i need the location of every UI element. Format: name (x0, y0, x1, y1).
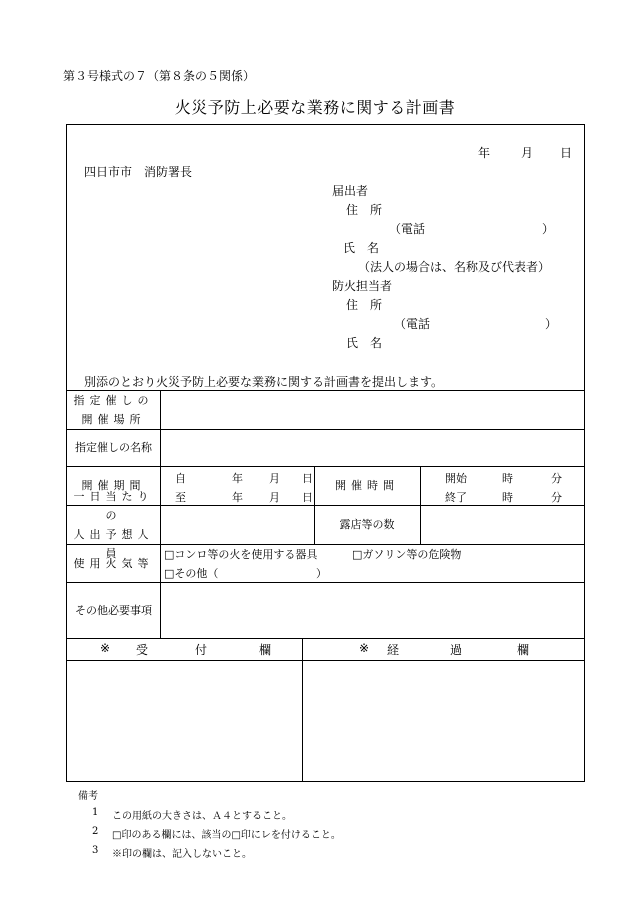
event-name-label (67, 429, 160, 466)
applicant-name-note: （法人の場合は、名称及び代表者） (358, 260, 551, 274)
start-label: 開始 (445, 472, 467, 485)
start-hour: 時 (502, 472, 513, 485)
progress-char3: 欄 (517, 643, 530, 657)
reception-char3: 欄 (259, 643, 272, 657)
fire-manager-address: 住 所 (346, 298, 383, 312)
fire-manager-phone-close: ） (545, 317, 558, 331)
start-minute: 分 (551, 472, 562, 485)
visitors-label (67, 489, 160, 560)
date-month: 月 (521, 146, 534, 160)
period-from-day: 日 (302, 472, 313, 485)
applicant-name: 氏 名 (343, 241, 380, 255)
visitors-label-line1: 一日当たりの (73, 489, 154, 522)
fire-use-label (67, 544, 160, 582)
note-2-text: □印のある欄には、該当の□印にレを付けること。 (112, 830, 341, 841)
progress-mark: ※ (359, 641, 370, 655)
date-day: 日 (560, 146, 573, 160)
rule (160, 390, 161, 638)
fire-manager-name: 氏 名 (346, 336, 383, 350)
visitors-label-line2: 人出予想人員 (73, 527, 154, 560)
period-to: 至 (175, 491, 186, 504)
rule (67, 638, 584, 639)
date-year: 年 (478, 146, 491, 160)
venue-label-line1: 指定催しの (73, 393, 154, 407)
reception-mark: ※ (100, 641, 111, 655)
other-matters-text: その他必要事項 (75, 603, 152, 617)
option-other-close: ） (316, 567, 327, 580)
rule (302, 638, 303, 781)
form-title: 火災予防上必要な業務に関する計画書 (174, 98, 456, 117)
period-to-month: 月 (269, 491, 280, 504)
progress-char1: 経 (387, 643, 400, 657)
stalls-text: 露店等の数 (339, 518, 395, 531)
form-frame (66, 124, 585, 782)
fire-use-text: 使用火気等 (73, 556, 154, 570)
hours-text: 開催時間 (335, 479, 399, 492)
stalls-label (314, 505, 420, 544)
period-from-month: 月 (269, 472, 280, 485)
rule (67, 660, 584, 661)
option-gasoline-checkbox[interactable]: □ガソリン等の危険物 (352, 548, 462, 561)
venue-label-line2: 開催場所 (81, 412, 146, 426)
note-3-text: ※印の欄は、記入しないこと。 (112, 849, 252, 860)
note-3-number: 3 (92, 845, 99, 856)
hours-label (314, 466, 420, 505)
notes-heading: 備考 (78, 791, 98, 802)
applicant-phone: （電話 (389, 222, 426, 236)
event-name-text: 指定催しの名称 (75, 441, 152, 454)
period-to-year: 年 (232, 491, 243, 504)
option-stove-checkbox[interactable]: □コンロ等の火を使用する器具 (164, 548, 318, 561)
applicant-address: 住 所 (346, 203, 383, 217)
end-hour: 時 (502, 491, 513, 504)
recipient: 四日市市 消防署長 (84, 165, 193, 179)
end-label: 終了 (445, 491, 467, 504)
period-from-year: 年 (232, 472, 243, 485)
fire-manager-label: 防火担当者 (332, 279, 393, 293)
note-1-number: 1 (92, 807, 99, 818)
other-matters-label (67, 582, 160, 638)
reception-char1: 受 (136, 643, 149, 657)
form-number: 第３号様式の７（第８条の５関係） (63, 69, 256, 83)
note-2-number: 2 (92, 826, 99, 837)
note-1-text: この用紙の大きさは、Ａ４とすること。 (112, 811, 292, 822)
end-minute: 分 (551, 491, 562, 504)
reception-char2: 付 (195, 643, 208, 657)
period-to-day: 日 (302, 491, 313, 504)
option-other-checkbox[interactable]: □その他（ (164, 567, 219, 580)
venue-label (67, 390, 160, 429)
submission-statement: 別添のとおり火災予防上必要な業務に関する計画書を提出します。 (84, 375, 444, 389)
applicant-phone-close: ） (542, 222, 555, 236)
fire-manager-phone: （電話 (394, 317, 431, 331)
period-text: 開催期間 (81, 479, 146, 492)
progress-char2: 過 (450, 643, 463, 657)
rule (420, 466, 421, 544)
period-from: 自 (175, 472, 186, 485)
applicant-label: 届出者 (332, 184, 369, 198)
